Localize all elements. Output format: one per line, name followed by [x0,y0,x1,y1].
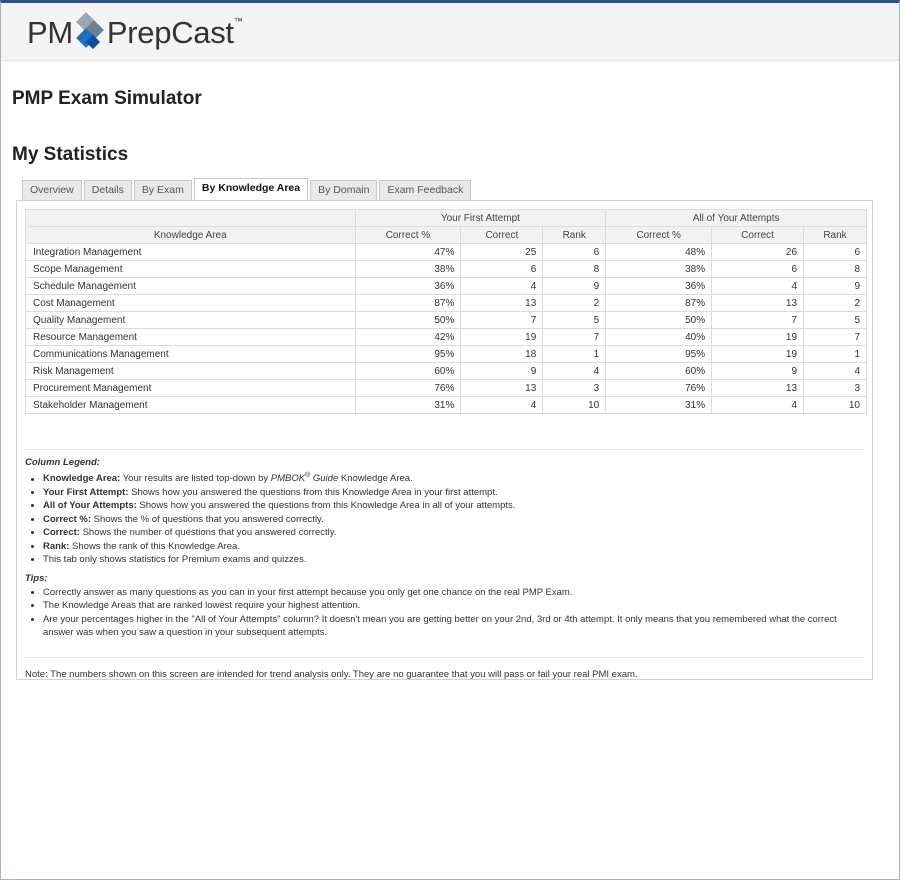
app-title: PMP Exam Simulator [12,88,202,109]
cell-all-correct: 4 [712,397,804,414]
statistics-tabs [22,180,471,201]
cell-first-correct-pct: 76% [355,380,461,397]
cell-first-correct-pct: 31% [355,397,461,414]
cell-knowledge-area: Communications Management [26,346,356,363]
cell-all-correct-pct: 50% [606,312,712,329]
legend-item: • Knowledge Area: Your results are listed top-down by PMBOK® Guide Knowledge Area. [43,469,865,486]
header-all-attempts: All of Your Attempts [606,210,867,227]
legend-heading: Column Legend: [25,457,100,468]
tab-panel [16,200,873,680]
tips-heading: Tips: [25,573,48,585]
tip-item: • The Knowledge Areas that are ranked lowest require your highest attention. [43,599,865,612]
cell-all-rank: 7 [804,329,867,346]
legend-item: • Correct %: Shows the % of questions that you answered correctly. [43,513,865,526]
disclaimer-note: Note: The numbers shown on this screen are intended for trend analysis only. They are no guarantee that you will pass or fail your real PMI exam. [25,657,865,681]
cell-all-correct: 6 [712,261,804,278]
cell-first-correct-pct: 47% [355,244,461,261]
cell-all-correct: 26 [712,244,804,261]
table-row [26,261,867,278]
cell-first-correct: 4 [461,278,543,295]
knowledge-area-table [25,209,867,414]
cell-first-correct: 6 [461,261,543,278]
cell-first-rank: 2 [543,295,606,312]
cell-all-correct-pct: 31% [606,397,712,414]
legend-item: • Correct: Shows the number of questions that you answered correctly. [43,526,865,539]
cell-first-rank: 5 [543,312,606,329]
cell-first-correct-pct: 38% [355,261,461,278]
cell-first-correct: 7 [461,312,543,329]
cell-first-correct-pct: 87% [355,295,461,312]
trademark-symbol: ™ [233,16,243,26]
cell-all-correct-pct: 95% [606,346,712,363]
tab-by-exam[interactable]: By Exam [134,180,192,201]
cell-knowledge-area: Procurement Management [26,380,356,397]
cell-all-rank: 4 [804,363,867,380]
table-row [26,312,867,329]
cell-first-correct: 4 [461,397,543,414]
cell-knowledge-area: Cost Management [26,295,356,312]
cell-first-correct: 13 [461,295,543,312]
cell-first-correct-pct: 60% [355,363,461,380]
legend-item: • All of Your Attempts: Shows how you answered the questions from this Knowledge Area in all of your attempts. [43,499,865,512]
header-blank [26,210,356,227]
cell-all-correct: 9 [712,363,804,380]
cell-all-correct: 19 [712,346,804,363]
cell-all-correct-pct: 87% [606,295,712,312]
cell-knowledge-area: Risk Management [26,363,356,380]
cell-first-rank: 3 [543,380,606,397]
table-row [26,278,867,295]
cell-all-rank: 5 [804,312,867,329]
tab-exam-feedback[interactable]: Exam Feedback [379,180,471,201]
cell-knowledge-area: Quality Management [26,312,356,329]
cell-first-correct: 13 [461,380,543,397]
header-correct-pct: Correct % [355,227,461,244]
table-row [26,397,867,414]
cell-first-rank: 10 [543,397,606,414]
cell-all-correct: 19 [712,329,804,346]
cell-first-rank: 1 [543,346,606,363]
legend-list [25,469,865,566]
cell-first-correct-pct: 42% [355,329,461,346]
table-row [26,363,867,380]
header-correct: Correct [461,227,543,244]
cell-all-correct-pct: 36% [606,278,712,295]
cell-all-correct: 4 [712,278,804,295]
cell-first-rank: 4 [543,363,606,380]
cell-first-rank: 7 [543,329,606,346]
cell-knowledge-area: Integration Management [26,244,356,261]
header-rank: Rank [543,227,606,244]
cell-all-correct: 7 [712,312,804,329]
cell-knowledge-area: Resource Management [26,329,356,346]
legend-section [25,449,865,682]
tab-by-domain[interactable]: By Domain [310,180,377,201]
header-correct-pct: Correct % [606,227,712,244]
header-knowledge-area: Knowledge Area [26,227,356,244]
legend-item: • Rank: Shows the rank of this Knowledge Area. [43,540,865,553]
cell-all-correct-pct: 48% [606,244,712,261]
table-row [26,329,867,346]
cell-all-rank: 2 [804,295,867,312]
cell-first-rank: 9 [543,278,606,295]
tab-overview[interactable]: Overview [22,180,82,201]
tip-item: • Are your percentages higher in the "All of Your Attempts" column? It doesn't mean you are getting better on your 2nd, 3rd or 4th attempt. It only means that you remembered what the correct answer was when you saw a question in your subsequent attempts. [43,613,865,640]
legend-item: • Your First Attempt: Shows how you answered the questions from this Knowledge Area in your first attempt. [43,486,865,499]
cell-first-correct-pct: 95% [355,346,461,363]
table-row [26,380,867,397]
cell-first-correct: 19 [461,329,543,346]
table-row [26,244,867,261]
cell-knowledge-area: Schedule Management [26,278,356,295]
tab-details[interactable]: Details [84,180,132,201]
legend-item: • This tab only shows statistics for Premium exams and quizzes. [43,553,865,566]
cell-all-correct-pct: 40% [606,329,712,346]
cell-knowledge-area: Stakeholder Management [26,397,356,414]
cell-first-correct: 18 [461,346,543,363]
tab-by-knowledge-area[interactable]: By Knowledge Area [194,178,308,201]
cell-all-rank: 10 [804,397,867,414]
table-body [26,244,867,414]
cell-all-rank: 6 [804,244,867,261]
logo-text-prepcast: PrepCast [106,15,234,50]
table-row [26,295,867,312]
cell-all-correct-pct: 60% [606,363,712,380]
cell-all-correct-pct: 76% [606,380,712,397]
site-header [1,3,899,61]
logo-text-pm: PM [27,15,73,50]
tips-list [25,586,865,640]
cell-all-rank: 1 [804,346,867,363]
cell-first-correct-pct: 36% [355,278,461,295]
cell-all-correct-pct: 38% [606,261,712,278]
table-row [26,346,867,363]
cell-first-rank: 8 [543,261,606,278]
cell-first-correct: 9 [461,363,543,380]
diamond-logo-icon [76,13,104,53]
cell-all-rank: 3 [804,380,867,397]
tip-item: • Correctly answer as many questions as you can in your first attempt because you only get one chance on the real PMP Exam. [43,586,865,599]
cell-first-correct-pct: 50% [355,312,461,329]
prepcast-logo[interactable] [27,13,242,53]
header-first-attempt: Your First Attempt [355,210,606,227]
cell-first-correct: 25 [461,244,543,261]
cell-knowledge-area: Scope Management [26,261,356,278]
header-rank: Rank [804,227,867,244]
cell-all-rank: 9 [804,278,867,295]
cell-all-rank: 8 [804,261,867,278]
page-title: My Statistics [12,144,129,165]
cell-first-rank: 6 [543,244,606,261]
cell-all-correct: 13 [712,295,804,312]
cell-all-correct: 13 [712,380,804,397]
header-correct: Correct [712,227,804,244]
